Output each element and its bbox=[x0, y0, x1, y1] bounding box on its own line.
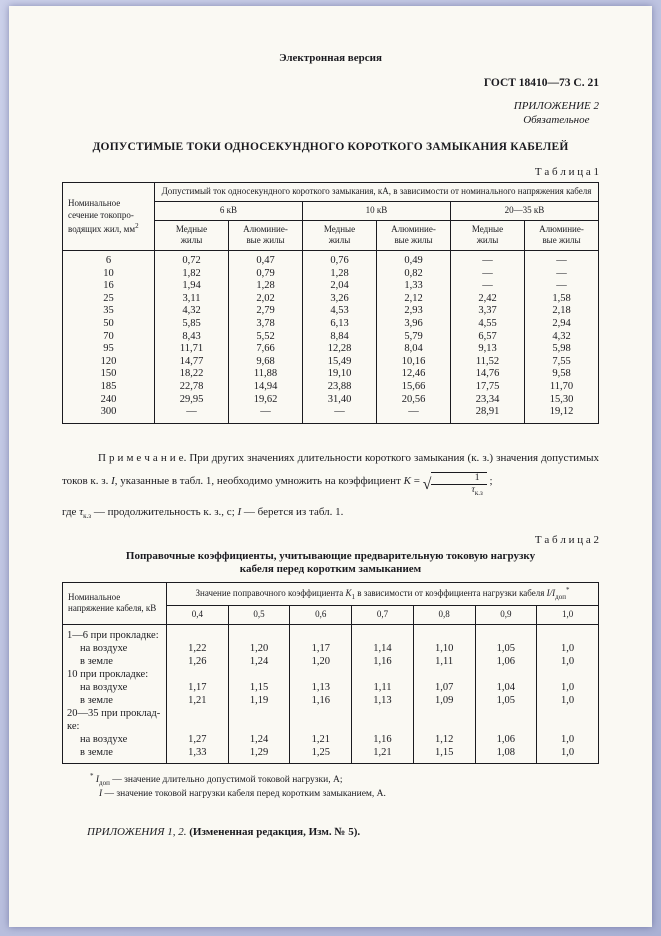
row-header-cell: 10 при прокладке: bbox=[63, 668, 167, 681]
value-cell: 2,12 bbox=[377, 293, 451, 306]
value-cell: 4,55 bbox=[451, 318, 525, 331]
value-cell: 1,27 bbox=[167, 733, 229, 746]
table2-title bbox=[62, 550, 599, 578]
material-header: Алюминие- вые жилы bbox=[525, 220, 599, 250]
value-cell: 1,0 bbox=[537, 655, 599, 668]
coefficient-formula bbox=[403, 473, 493, 498]
value-cell: 15,30 bbox=[525, 394, 599, 407]
note-text-1: При других значениях длительности короткого замыкания (к. з.) значения допустимых токов к. з. bbox=[62, 451, 599, 488]
value-cell bbox=[475, 624, 537, 642]
value-cell: 1,0 bbox=[537, 681, 599, 694]
value-cell bbox=[167, 707, 229, 733]
idop-subscript: доп bbox=[99, 778, 110, 787]
row-header-cell: 300 bbox=[63, 406, 155, 423]
value-cell: — bbox=[525, 268, 599, 281]
value-cell: 28,91 bbox=[451, 406, 525, 423]
annex-kind: Обязательное bbox=[523, 114, 590, 127]
value-cell: 20,56 bbox=[377, 394, 451, 407]
value-cell: 2,02 bbox=[229, 293, 303, 306]
value-cell: 1,24 bbox=[228, 655, 290, 668]
value-cell: 2,42 bbox=[451, 293, 525, 306]
value-cell: 1,13 bbox=[290, 681, 352, 694]
value-cell: 1,20 bbox=[290, 655, 352, 668]
tau-symbol: τ bbox=[79, 506, 84, 519]
fraction-denominator bbox=[431, 485, 486, 499]
value-cell: 2,79 bbox=[229, 305, 303, 318]
formula-k: K bbox=[403, 475, 411, 488]
value-cell: 1,16 bbox=[352, 733, 414, 746]
value-cell: — bbox=[451, 268, 525, 281]
value-cell bbox=[352, 707, 414, 733]
value-cell: 9,58 bbox=[525, 368, 599, 381]
value-cell: 1,33 bbox=[377, 280, 451, 293]
value-cell: 1,24 bbox=[228, 733, 290, 746]
annexes-reference: ПРИЛОЖЕНИЯ 1, 2. bbox=[87, 825, 187, 838]
value-cell: 4,32 bbox=[155, 305, 229, 318]
table2-body bbox=[63, 624, 599, 763]
value-cell bbox=[352, 624, 414, 642]
note-lead: П р и м е ч а н и е. bbox=[98, 451, 187, 464]
where-mid: — продолжительность к. з., с; bbox=[91, 506, 238, 519]
value-cell: — bbox=[525, 280, 599, 293]
value-cell: 1,94 bbox=[155, 280, 229, 293]
value-cell: 5,98 bbox=[525, 343, 599, 356]
row-header-cell: 185 bbox=[63, 381, 155, 394]
table2-stub-header: Номинальное напряжение кабеля, кВ bbox=[63, 583, 167, 625]
value-cell bbox=[413, 624, 475, 642]
doc-reference: ГОСТ 18410—73 С. 21 bbox=[483, 77, 599, 89]
value-cell bbox=[475, 707, 537, 733]
value-cell: 18,22 bbox=[155, 368, 229, 381]
watermark: Электронная версия bbox=[279, 52, 382, 64]
value-cell: 31,40 bbox=[303, 394, 377, 407]
table1-header-row-1 bbox=[63, 183, 599, 202]
row-header-cell: 6 bbox=[63, 251, 155, 268]
value-cell bbox=[413, 707, 475, 733]
idop-symbol: I bbox=[95, 774, 100, 785]
row-header-cell: на воздухе bbox=[63, 681, 167, 694]
k1-subscript: 1 bbox=[351, 592, 356, 601]
value-cell: 1,0 bbox=[537, 746, 599, 764]
value-cell: 1,15 bbox=[413, 746, 475, 764]
table-row bbox=[63, 681, 599, 694]
value-cell: 1,08 bbox=[475, 746, 537, 764]
k1-symbol: K bbox=[345, 588, 352, 599]
value-cell: 1,06 bbox=[475, 733, 537, 746]
value-cell: 4,32 bbox=[525, 331, 599, 344]
value-cell: 6,57 bbox=[451, 331, 525, 344]
value-cell: 2,04 bbox=[303, 280, 377, 293]
value-cell: 1,21 bbox=[167, 694, 229, 707]
value-cell: 6,13 bbox=[303, 318, 377, 331]
value-cell: 1,17 bbox=[290, 642, 352, 655]
footnote-marker: * bbox=[565, 586, 570, 595]
row-header-cell: 16 bbox=[63, 280, 155, 293]
value-cell: 1,09 bbox=[413, 694, 475, 707]
row-header-cell: в земле bbox=[63, 694, 167, 707]
table-row bbox=[63, 642, 599, 655]
material-header: Медные жилы bbox=[155, 220, 229, 250]
load-ratio-symbol: I/I bbox=[546, 588, 556, 599]
table2-title-line2: кабеля перед коротким замыканием bbox=[239, 563, 422, 576]
value-cell: 3,78 bbox=[229, 318, 303, 331]
where-post: — берется из табл. 1. bbox=[241, 506, 344, 519]
value-cell: 1,25 bbox=[290, 746, 352, 764]
revision-text: (Измененная редакция, Изм. № 5). bbox=[186, 825, 361, 838]
row-header-cell: 150 bbox=[63, 368, 155, 381]
value-cell: 1,22 bbox=[167, 642, 229, 655]
table2-label: Т а б л и ц а 2 bbox=[534, 533, 599, 546]
value-cell bbox=[537, 668, 599, 681]
row-header-cell: в земле bbox=[63, 746, 167, 764]
row-header-cell: 35 bbox=[63, 305, 155, 318]
row-header-cell: 120 bbox=[63, 356, 155, 369]
current-symbol: I bbox=[111, 475, 115, 488]
where-pre: где bbox=[62, 506, 80, 519]
value-cell: — bbox=[451, 280, 525, 293]
value-cell: 1,33 bbox=[167, 746, 229, 764]
value-cell: 10,16 bbox=[377, 356, 451, 369]
table-row bbox=[63, 368, 599, 381]
table-row bbox=[63, 293, 599, 306]
value-cell: 1,07 bbox=[413, 681, 475, 694]
table-row bbox=[63, 394, 599, 407]
value-cell: 8,43 bbox=[155, 331, 229, 344]
value-cell: 2,18 bbox=[525, 305, 599, 318]
value-cell: — bbox=[303, 406, 377, 423]
formula-equals: = bbox=[410, 475, 423, 488]
value-cell: 1,13 bbox=[352, 694, 414, 707]
note-text-2: , указанные в табл. 1, необходимо умножить на коэффициент bbox=[114, 475, 404, 488]
note-paragraph bbox=[62, 448, 599, 501]
footnote-marker: * bbox=[90, 771, 94, 780]
tau-subscript: к.з bbox=[474, 489, 483, 498]
value-cell: 2,93 bbox=[377, 305, 451, 318]
value-cell: 1,29 bbox=[228, 746, 290, 764]
value-cell: 15,49 bbox=[303, 356, 377, 369]
value-cell bbox=[228, 707, 290, 733]
table-row bbox=[63, 280, 599, 293]
formula-fraction bbox=[431, 472, 486, 499]
value-cell: 23,88 bbox=[303, 381, 377, 394]
value-cell: 22,78 bbox=[155, 381, 229, 394]
span-text-2: в зависимости от коэффициента нагрузки кабеля bbox=[355, 588, 547, 599]
annex-label: ПРИЛОЖЕНИЕ 2 bbox=[513, 100, 599, 112]
value-cell: 1,0 bbox=[537, 642, 599, 655]
load-factor: 0,9 bbox=[475, 605, 537, 624]
document-page bbox=[9, 6, 652, 927]
table-row bbox=[63, 655, 599, 668]
voltage-group-20-35kv: 20—35 кВ bbox=[451, 201, 599, 220]
row-header-cell: 20—35 при проклад-ке: bbox=[63, 707, 167, 733]
value-cell: 1,12 bbox=[413, 733, 475, 746]
table-row bbox=[63, 251, 599, 268]
table-row bbox=[63, 268, 599, 281]
table1-label: Т а б л и ц а 1 bbox=[534, 166, 599, 179]
load-factor: 0,4 bbox=[167, 605, 229, 624]
stub-text: Номинальное сечение токопро-водящих жил, мм bbox=[68, 198, 136, 234]
formula-tail: ; bbox=[486, 475, 493, 488]
footnote-line-1 bbox=[90, 771, 599, 788]
note-where-line bbox=[62, 506, 599, 520]
fraction-numerator: 1 bbox=[431, 473, 486, 485]
row-header-cell: 50 bbox=[63, 318, 155, 331]
value-cell: 8,04 bbox=[377, 343, 451, 356]
value-cell: 11,88 bbox=[229, 368, 303, 381]
value-cell: 3,96 bbox=[377, 318, 451, 331]
value-cell: 7,66 bbox=[229, 343, 303, 356]
value-cell: 1,21 bbox=[352, 746, 414, 764]
table-row bbox=[63, 746, 599, 764]
material-header: Алюминие- вые жилы bbox=[229, 220, 303, 250]
table-row bbox=[63, 624, 599, 642]
value-cell: 1,10 bbox=[413, 642, 475, 655]
value-cell: 1,14 bbox=[352, 642, 414, 655]
value-cell: 7,55 bbox=[525, 356, 599, 369]
span-text-1: Значение поправочного коэффициента bbox=[195, 588, 346, 599]
table1 bbox=[62, 182, 599, 423]
value-cell: 1,05 bbox=[475, 642, 537, 655]
value-cell bbox=[290, 668, 352, 681]
value-cell bbox=[167, 624, 229, 642]
tau-symbol: τ bbox=[471, 485, 475, 496]
value-cell: 1,28 bbox=[303, 268, 377, 281]
value-cell bbox=[290, 624, 352, 642]
value-cell: 14,76 bbox=[451, 368, 525, 381]
table2-span-header bbox=[167, 583, 599, 606]
value-cell: 19,62 bbox=[229, 394, 303, 407]
value-cell bbox=[228, 624, 290, 642]
table-row bbox=[63, 694, 599, 707]
value-cell: 1,16 bbox=[352, 655, 414, 668]
tau-subscript: к.з bbox=[83, 512, 92, 521]
row-header-cell: 1—6 при прокладке: bbox=[63, 624, 167, 642]
value-cell: 1,05 bbox=[475, 694, 537, 707]
table1-span-header: Допустимый ток односекундного короткого замыкания, кА, в зависимости от номинального напряжения кабеля bbox=[155, 183, 599, 202]
load-factor: 0,5 bbox=[228, 605, 290, 624]
value-cell: 1,0 bbox=[537, 733, 599, 746]
value-cell: 1,06 bbox=[475, 655, 537, 668]
value-cell bbox=[167, 668, 229, 681]
value-cell: 1,04 bbox=[475, 681, 537, 694]
page-title: ДОПУСТИМЫЕ ТОКИ ОДНОСЕКУНДНОГО КОРОТКОГО ЗАМЫКАНИЯ КАБЕЛЕЙ bbox=[92, 141, 569, 154]
revision-note bbox=[87, 826, 599, 838]
value-cell: 19,12 bbox=[525, 406, 599, 423]
load-factor: 0,6 bbox=[290, 605, 352, 624]
row-header-cell: 240 bbox=[63, 394, 155, 407]
value-cell: 15,66 bbox=[377, 381, 451, 394]
row-header-cell: на воздухе bbox=[63, 733, 167, 746]
voltage-group-10kv: 10 кВ bbox=[303, 201, 451, 220]
value-cell bbox=[290, 707, 352, 733]
value-cell: 11,70 bbox=[525, 381, 599, 394]
table1-body bbox=[63, 251, 599, 424]
value-cell: 29,95 bbox=[155, 394, 229, 407]
value-cell: 1,17 bbox=[167, 681, 229, 694]
value-cell: 1,15 bbox=[228, 681, 290, 694]
current-symbol: I bbox=[99, 788, 103, 799]
stub-sup: 2 bbox=[135, 221, 139, 230]
value-cell: 8,84 bbox=[303, 331, 377, 344]
table2-header-row-1 bbox=[63, 583, 599, 606]
table-row bbox=[63, 356, 599, 369]
table2-footnote bbox=[90, 771, 599, 802]
value-cell: 1,28 bbox=[229, 280, 303, 293]
value-cell bbox=[228, 668, 290, 681]
value-cell: 9,13 bbox=[451, 343, 525, 356]
footnote-text-2: — значение токовой нагрузки кабеля перед коротким замыканием, А. bbox=[102, 788, 386, 799]
value-cell: 1,82 bbox=[155, 268, 229, 281]
value-cell: 1,19 bbox=[228, 694, 290, 707]
table1-stub-header bbox=[63, 183, 155, 251]
current-symbol: I bbox=[237, 506, 242, 519]
value-cell: 5,79 bbox=[377, 331, 451, 344]
value-cell: 3,26 bbox=[303, 293, 377, 306]
value-cell: 11,52 bbox=[451, 356, 525, 369]
row-header-cell: в земле bbox=[63, 655, 167, 668]
value-cell: 0,79 bbox=[229, 268, 303, 281]
value-cell: 12,46 bbox=[377, 368, 451, 381]
value-cell: — bbox=[451, 251, 525, 268]
value-cell: 1,11 bbox=[352, 681, 414, 694]
material-header: Медные жилы bbox=[303, 220, 377, 250]
value-cell: 1,11 bbox=[413, 655, 475, 668]
voltage-group-6kv: 6 кВ bbox=[155, 201, 303, 220]
row-header-cell: на воздухе bbox=[63, 642, 167, 655]
load-factor: 0,7 bbox=[352, 605, 414, 624]
value-cell: 5,52 bbox=[229, 331, 303, 344]
value-cell: 14,77 bbox=[155, 356, 229, 369]
value-cell bbox=[413, 668, 475, 681]
material-header: Медные жилы bbox=[451, 220, 525, 250]
value-cell: 5,85 bbox=[155, 318, 229, 331]
table-row bbox=[63, 733, 599, 746]
value-cell: 11,71 bbox=[155, 343, 229, 356]
value-cell: — bbox=[377, 406, 451, 423]
value-cell: 0,47 bbox=[229, 251, 303, 268]
footnote-text-1: — значение длительно допустимой токовой нагрузки, А; bbox=[109, 774, 343, 785]
value-cell: 0,82 bbox=[377, 268, 451, 281]
row-header-cell: 10 bbox=[63, 268, 155, 281]
annex-block bbox=[62, 99, 599, 128]
table-row bbox=[63, 381, 599, 394]
value-cell: — bbox=[155, 406, 229, 423]
table2 bbox=[62, 582, 599, 764]
row-header-cell: 95 bbox=[63, 343, 155, 356]
value-cell: 0,76 bbox=[303, 251, 377, 268]
table-row bbox=[63, 331, 599, 344]
value-cell bbox=[475, 668, 537, 681]
table-row bbox=[63, 707, 599, 733]
value-cell: 3,37 bbox=[451, 305, 525, 318]
value-cell bbox=[537, 707, 599, 733]
footnote-line-2 bbox=[90, 788, 599, 802]
value-cell: 14,94 bbox=[229, 381, 303, 394]
value-cell: 12,28 bbox=[303, 343, 377, 356]
value-cell: — bbox=[525, 251, 599, 268]
value-cell: 0,49 bbox=[377, 251, 451, 268]
table-row bbox=[63, 305, 599, 318]
load-factor: 1,0 bbox=[537, 605, 599, 624]
material-header: Алюминие- вые жилы bbox=[377, 220, 451, 250]
value-cell: 1,16 bbox=[290, 694, 352, 707]
load-ratio-subscript: доп bbox=[555, 592, 566, 601]
value-cell: 1,26 bbox=[167, 655, 229, 668]
value-cell: 2,94 bbox=[525, 318, 599, 331]
table-row bbox=[63, 406, 599, 423]
value-cell: 17,75 bbox=[451, 381, 525, 394]
table2-title-line1: Поправочные коэффициенты, учитывающие предварительную токовую нагрузку bbox=[125, 549, 536, 562]
value-cell: 19,10 bbox=[303, 368, 377, 381]
table-row bbox=[63, 668, 599, 681]
value-cell: 0,72 bbox=[155, 251, 229, 268]
value-cell: 9,68 bbox=[229, 356, 303, 369]
value-cell: 1,0 bbox=[537, 694, 599, 707]
table-row bbox=[63, 318, 599, 331]
row-header-cell: 25 bbox=[63, 293, 155, 306]
value-cell: — bbox=[229, 406, 303, 423]
value-cell bbox=[537, 624, 599, 642]
value-cell: 23,34 bbox=[451, 394, 525, 407]
value-cell bbox=[352, 668, 414, 681]
value-cell: 1,20 bbox=[228, 642, 290, 655]
value-cell: 3,11 bbox=[155, 293, 229, 306]
value-cell: 1,21 bbox=[290, 733, 352, 746]
load-factor: 0,8 bbox=[413, 605, 475, 624]
radical-sign-icon: √ bbox=[422, 476, 432, 494]
value-cell: 4,53 bbox=[303, 305, 377, 318]
value-cell: 1,58 bbox=[525, 293, 599, 306]
row-header-cell: 70 bbox=[63, 331, 155, 344]
table-row bbox=[63, 343, 599, 356]
